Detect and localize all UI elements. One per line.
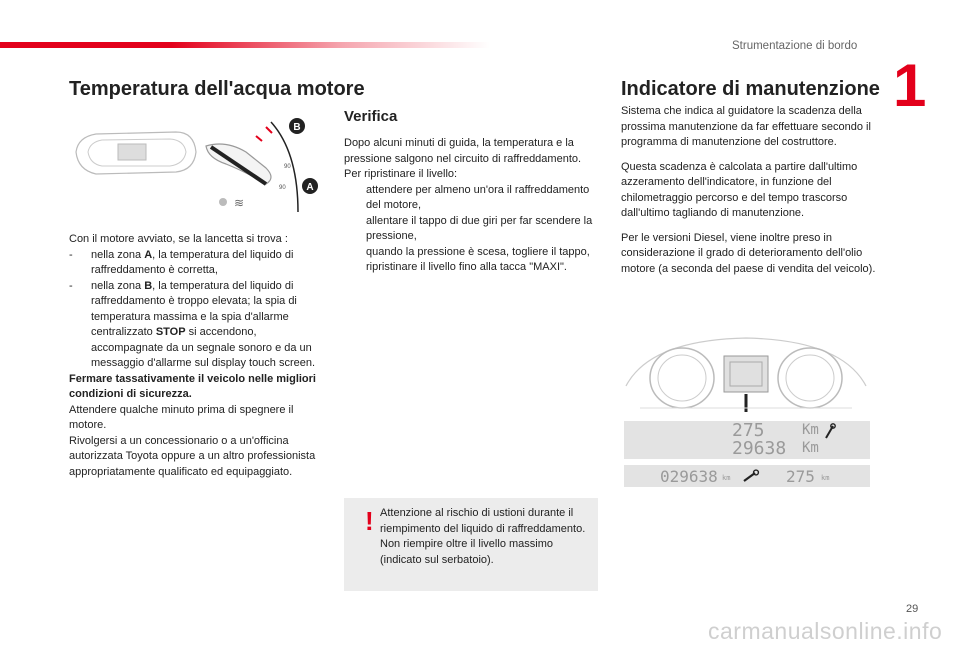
section-title: Strumentazione di bordo xyxy=(732,40,858,52)
stop-label: STOP xyxy=(155,326,186,338)
coolant-temp-title: Temperatura dell'acqua motore xyxy=(69,78,365,100)
odometer-reading: 29638 xyxy=(732,438,787,459)
zone-b-marker xyxy=(289,118,305,134)
zone-b-text-post: si accendono, accompagnate da un segnale sonoro e da un messaggio d'allarme sul display touch screen. xyxy=(91,326,316,369)
maintenance-para: Questa scadenza è calcolata a partire dall'ultimo azzeramento dell'indicatore, in funzione del chilometraggio percorso e del tempo trascorso dall'ultimo tagliando di manutenzione. xyxy=(621,160,858,219)
coolant-temp-body xyxy=(69,232,324,480)
zone-a-text-post: , la temperatura del liquido di raffreddamento è corretta, xyxy=(91,248,294,276)
maintenance-body xyxy=(621,104,876,277)
gauge-tick-upper: 90 xyxy=(284,164,291,170)
check-body xyxy=(344,136,596,276)
step-text: quando la pressione è scesa, togliere il tappo, xyxy=(366,245,590,258)
check-intro: Dopo alcuni minuti di guida, la temperatura e la pressione salgono nel circuito di raffreddamento. xyxy=(344,137,582,165)
maintenance-para: Sistema che indica al guidatore la scadenza della prossima manutenzione da far effettuare secondo il programma di manutenzione del costruttore. xyxy=(621,105,871,148)
step-item xyxy=(344,260,596,276)
odometer-total: 029638 xyxy=(660,467,718,486)
svg-text:≋: ≋ xyxy=(234,196,245,210)
odometer-unit: km xyxy=(722,474,731,482)
gauge-tick-lower: 90 xyxy=(279,185,286,191)
zone-b-text-mid: , la temperatura del liquido di raffreddamento è troppo elevata; la spia di temperatura massima e la spia d'allarme centralizzato xyxy=(91,279,297,338)
maintenance-display-2 xyxy=(624,465,870,487)
header-accent-bar xyxy=(0,42,490,48)
service-unit: km xyxy=(821,474,830,482)
instrument-cluster-illustration xyxy=(620,336,872,414)
stop-vehicle-warning xyxy=(69,372,324,403)
maintenance-title: Indicatore di manutenzione xyxy=(621,78,880,100)
zone-b-letter: B xyxy=(144,279,153,292)
burn-warning-box xyxy=(344,498,598,591)
service-km-remaining: 275 xyxy=(732,420,765,441)
page-number: 29 xyxy=(906,603,919,615)
wait-text: Attendere qualche minuto prima di spegnere il motore. xyxy=(69,403,294,431)
step-text: ripristinare il livello fino alla tacca "MAXI". xyxy=(366,261,567,273)
zone-b-text-pre: nella zona xyxy=(91,279,145,292)
dash-mark: - xyxy=(69,248,73,261)
zone-b-label: B xyxy=(293,122,301,133)
zone-a-letter: A xyxy=(144,248,153,261)
wrench-icon xyxy=(824,423,836,439)
chapter-number: 1 xyxy=(893,52,927,119)
maintenance-display-1 xyxy=(624,421,870,459)
service-distance: 275 xyxy=(786,467,815,486)
stop-vehicle-text: Fermare tassativamente il veicolo nelle migliori condizioni di sicurezza. xyxy=(69,372,316,400)
dealer-text: Rivolgersi a un concessionario o a un'officina autorizzata Toyota oppure a un altro professionista appropriatamente qualificato ed equipaggiato. xyxy=(69,434,316,478)
step-item xyxy=(344,245,596,261)
step-text: allentare il tappo di due giri per far scendere la pressione, xyxy=(366,214,593,242)
check-title: Verifica xyxy=(344,108,398,125)
dash-mark: - xyxy=(69,279,73,292)
watermark: carmanualsonline.info xyxy=(708,618,943,644)
step-item xyxy=(344,183,596,214)
warning-icon: ! xyxy=(365,506,374,536)
restore-lead: Per ripristinare il livello: xyxy=(344,168,458,180)
km-unit-lower: Km xyxy=(802,440,819,456)
intro-text: Con il motore avviato, se la lancetta si trova : xyxy=(69,233,288,245)
zone-a-text-pre: nella zona xyxy=(91,248,145,261)
zone-a-label: A xyxy=(306,182,314,193)
zone-b-item xyxy=(69,279,324,372)
step-text: attendere per almeno un'ora il raffreddamento del motore, xyxy=(366,183,590,211)
burn-warning-text: Attenzione al rischio di ustioni durante il riempimento del liquido di raffreddamento. Non riempire oltre il livello massimo (indicato sul serbatoio). xyxy=(380,507,586,566)
zone-a-marker xyxy=(302,178,318,194)
maintenance-para: Per le versioni Diesel, viene inoltre preso in considerazione il grado di deterioramento dell'olio motore (a seconda del paese di vendita del veicolo). xyxy=(621,231,876,275)
wrench-icon xyxy=(742,469,760,483)
zone-a-item xyxy=(69,248,324,279)
km-unit-upper: Km xyxy=(802,422,819,438)
step-item xyxy=(344,214,596,245)
